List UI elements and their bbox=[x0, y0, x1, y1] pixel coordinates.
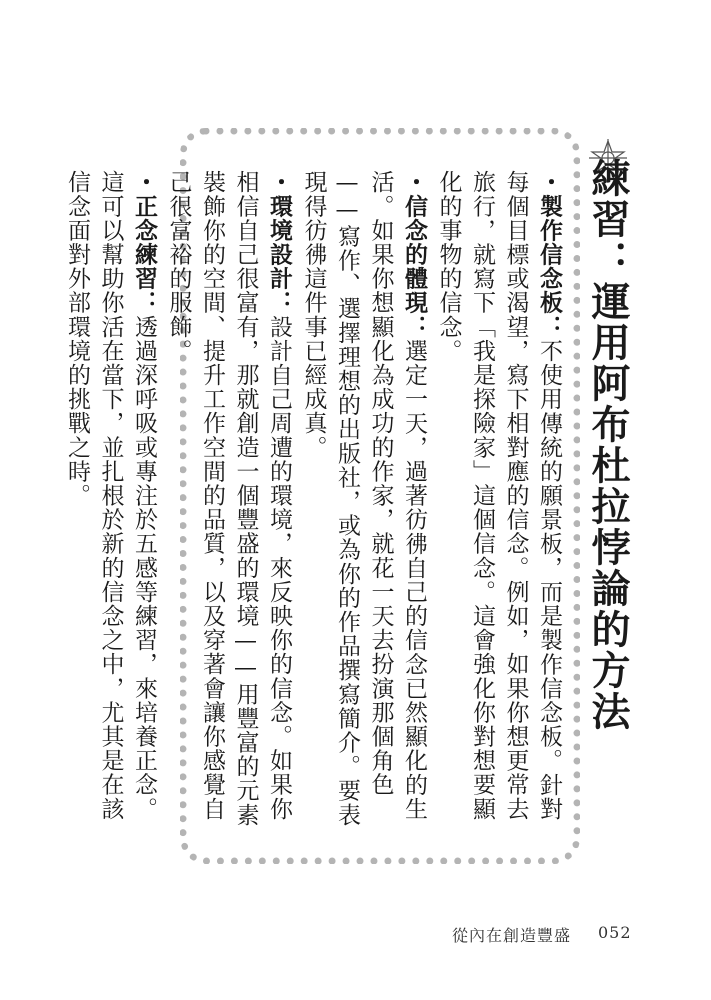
section-belief-embodiment bbox=[296, 170, 431, 830]
bullet-mark: ・ bbox=[401, 170, 428, 195]
section-term: 信念的體現： bbox=[401, 194, 428, 339]
section-text: 透過深呼吸或專注於五感等練習，來培養正念。這可以幫助你活在當下，並扎根於新的信念之中，尤其是在該信念面對外部環境的挑戰之時。 bbox=[64, 170, 157, 821]
section-belief-board bbox=[431, 170, 566, 830]
section-text: 選定一天，過著彷彿自己的信念已然顯化的生活。如果你想顯化為成功的作家，就花一天去扮演那個角色——寫作、選擇理想的出版社，或為你的作品撰寫簡介。要表現得彷彿這件事已經成真。 bbox=[300, 170, 427, 827]
bullet-mark: ・ bbox=[536, 170, 563, 195]
bullet-mark: ・ bbox=[131, 170, 158, 195]
page-title: 練習：運用阿布杜拉悖論的方法 bbox=[585, 158, 631, 732]
section-mindfulness bbox=[60, 170, 162, 830]
section-text: 不使用傳統的願景板，而是製作信念板。針對每個目標或渴望，寫下相對應的信念。例如，如果你想更常去旅行，就寫下「我是探險家」這個信念。這會強化你對想要顯化的事物的信念。 bbox=[435, 170, 562, 821]
bullet-mark: ・ bbox=[266, 170, 293, 195]
section-text: 設計自己周遭的環境，來反映你的信念。如果你相信自己很富有，那就創造一個豐盛的環境——用豐富的元素裝飾你的空間、提升工作空間的品質，以及穿著會讓你感覺自己很富裕的服飾。 bbox=[165, 170, 292, 827]
section-term: 環境設計： bbox=[266, 194, 293, 315]
page-number: 052 bbox=[598, 923, 632, 942]
page-footer bbox=[0, 923, 711, 947]
body-text bbox=[60, 170, 567, 830]
section-term: 製作信念板： bbox=[536, 194, 563, 339]
section-environment-design bbox=[161, 170, 296, 830]
book-title: 從內在創造豐盛 bbox=[452, 926, 572, 945]
section-term: 正念練習： bbox=[131, 194, 158, 315]
